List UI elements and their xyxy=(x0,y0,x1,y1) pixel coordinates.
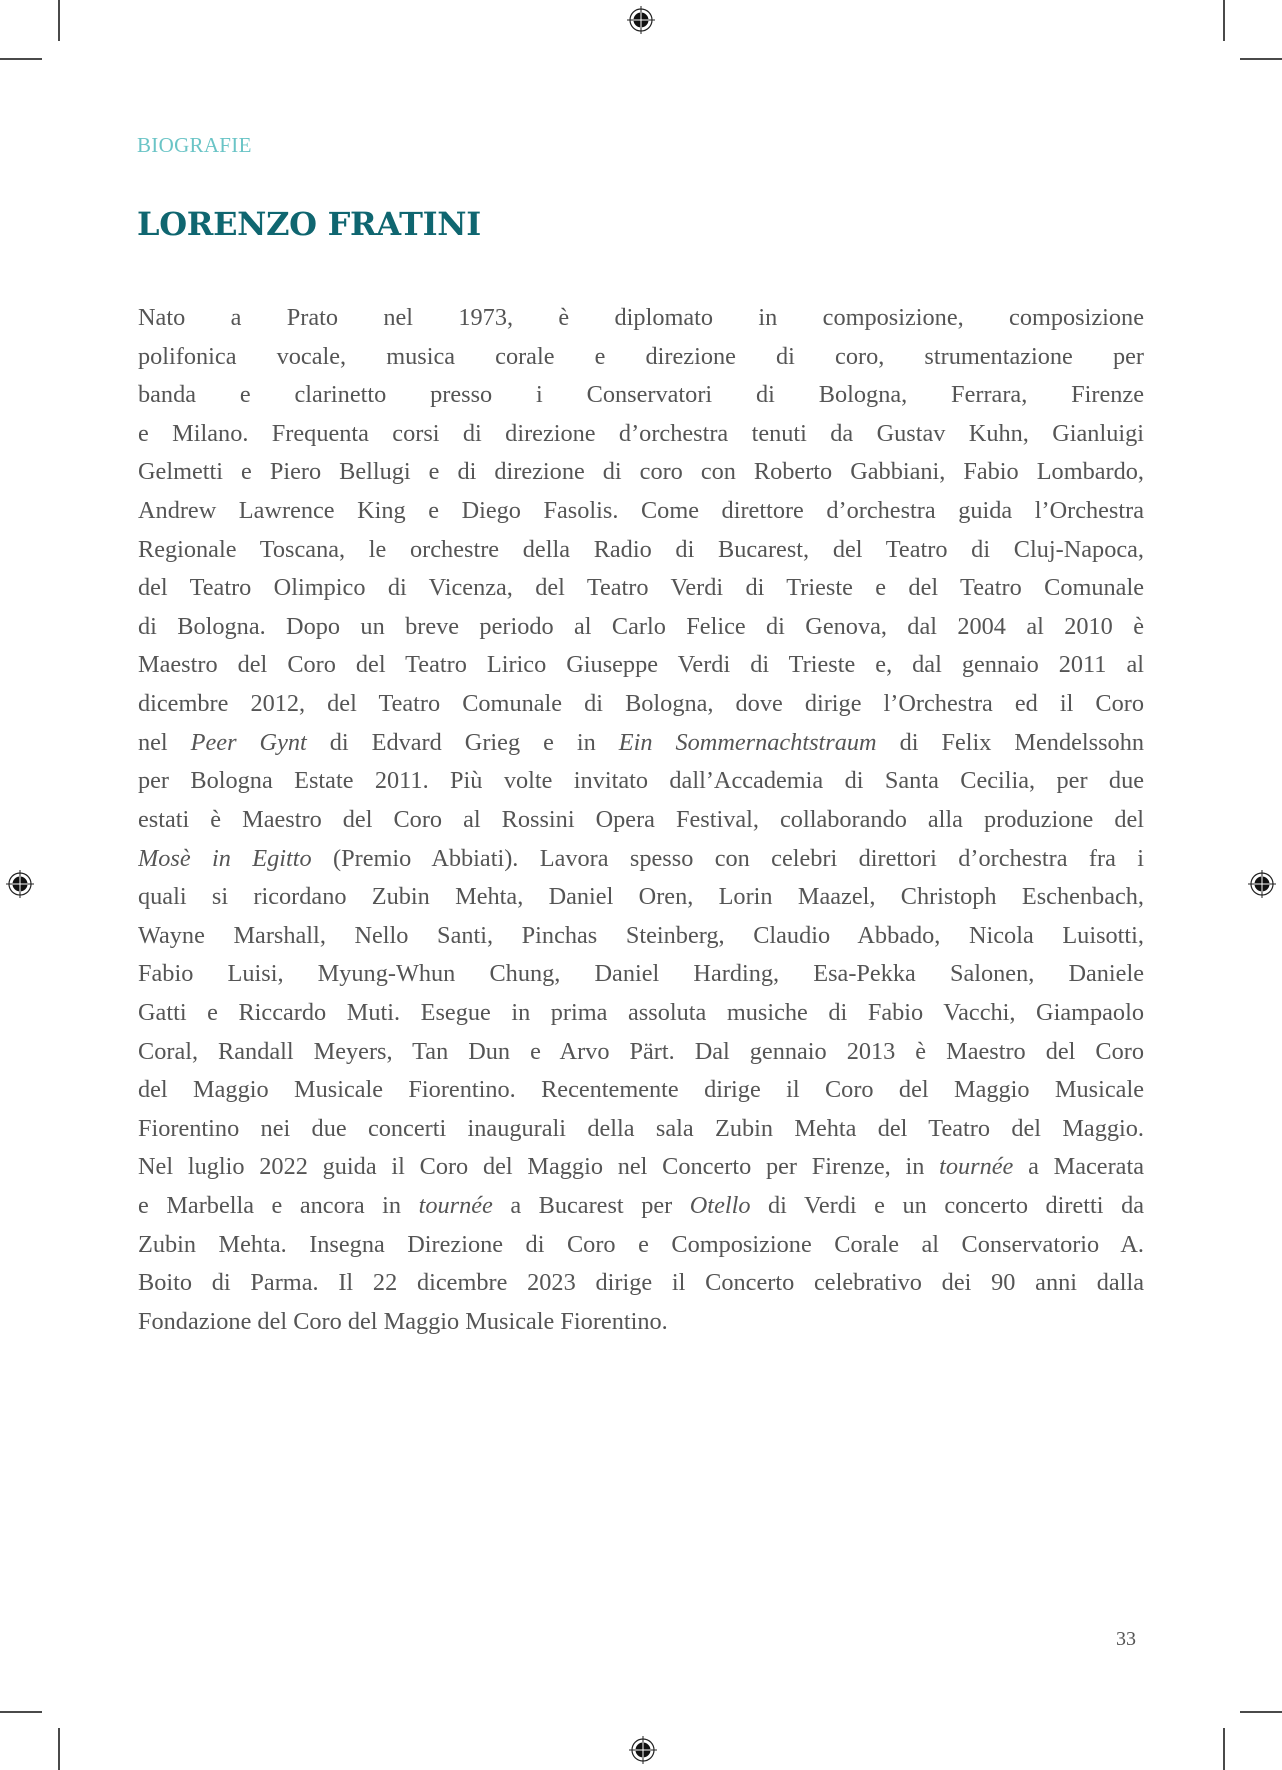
text-segment: Coral, Randall Meyers, Tan Dun e Arvo Pärt. Dal gennaio 2013 è Maestro del Coro xyxy=(138,1037,1144,1065)
text-segment: Fiorentino nei due concerti inaugurali della sala Zubin Mehta del Teatro del Maggio. xyxy=(138,1114,1144,1142)
text-segment: Regionale Toscana, le orchestre della Radio di Bucarest, del Teatro di Cluj-Napoca, xyxy=(138,535,1144,563)
text-line xyxy=(138,1264,1144,1303)
text-segment: dicembre 2012, del Teatro Comunale di Bologna, dove dirige l’Orchestra ed il Coro xyxy=(138,690,1144,718)
text-segment: del Maggio Musicale Fiorentino. Recentemente dirige il Coro del Maggio Musicale xyxy=(138,1076,1144,1104)
crop-mark-bottom-right-h xyxy=(1240,1711,1282,1713)
text-segment: di Edvard Grieg e in xyxy=(306,728,619,756)
text-segment: Gatti e Riccardo Muti. Esegue in prima assoluta musiche di Fabio Vacchi, Giampaolo xyxy=(138,998,1144,1026)
text-line xyxy=(138,994,1144,1033)
italic-title: tournée xyxy=(418,1192,493,1220)
text-line xyxy=(138,1148,1144,1187)
text-segment: Gelmetti e Piero Bellugi e di direzione di coro con Roberto Gabbiani, Fabio Lombardo, xyxy=(138,458,1144,486)
text-line xyxy=(138,801,1144,840)
text-segment: estati è Maestro del Coro al Rossini Opera Festival, collaborando alla produzione del xyxy=(138,805,1144,833)
text-segment: a Bucarest per xyxy=(492,1192,690,1220)
text-segment: Fabio Luisi, Myung-Whun Chung, Daniel Harding, Esa-Pekka Salonen, Daniele xyxy=(138,960,1144,988)
text-line xyxy=(138,917,1144,956)
text-segment: per Bologna Estate 2011. Più volte invitato dall’Accademia di Santa Cecilia, per due xyxy=(138,767,1144,795)
text-line xyxy=(138,376,1144,415)
crop-mark-top-left-v xyxy=(58,0,60,41)
page-title: LORENZO FRATINI xyxy=(137,205,481,243)
text-line xyxy=(138,1110,1144,1149)
text-segment: di Verdi e un concerto diretti da xyxy=(750,1192,1144,1220)
text-segment: Andrew Lawrence King e Diego Fasolis. Come direttore d’orchestra guida l’Orchestra xyxy=(138,497,1144,525)
text-line xyxy=(138,840,1144,879)
text-line xyxy=(138,1187,1144,1226)
page-number: 33 xyxy=(1116,1628,1136,1650)
crop-mark-bottom-left-h xyxy=(0,1711,42,1713)
crop-mark-top-right-v xyxy=(1223,0,1225,41)
text-line xyxy=(138,955,1144,994)
crop-mark-top-left-h xyxy=(0,58,42,60)
text-segment: nel xyxy=(138,728,191,756)
text-line xyxy=(138,878,1144,917)
text-line xyxy=(138,1033,1144,1072)
text-line xyxy=(138,762,1144,801)
text-segment: Zubin Mehta. Insegna Direzione di Coro e Composizione Corale al Conservatorio A. xyxy=(138,1230,1144,1258)
text-segment: Boito di Parma. Il 22 dicembre 2023 dirige il Concerto celebrativo dei 90 anni dalla xyxy=(138,1269,1144,1297)
italic-title: Ein Sommernachtstraum xyxy=(618,728,877,756)
text-line xyxy=(138,608,1144,647)
italic-title: tournée xyxy=(939,1153,1014,1181)
text-segment: e Marbella e ancora in xyxy=(138,1192,419,1220)
crop-mark-top-right-h xyxy=(1240,58,1282,60)
text-line xyxy=(138,1226,1144,1265)
text-line xyxy=(138,1071,1144,1110)
text-segment: Nato a Prato nel 1973, è diplomato in composizione, composizione xyxy=(138,304,1144,331)
registration-mark-icon xyxy=(1247,869,1277,899)
registration-mark-icon xyxy=(5,869,35,899)
text-line xyxy=(138,453,1144,492)
text-line xyxy=(138,646,1144,685)
text-segment: banda e clarinetto presso i Conservatori di Bologna, Ferrara, Firenze xyxy=(138,381,1144,409)
text-line xyxy=(138,531,1144,570)
text-segment: del Teatro Olimpico di Vicenza, del Teatro Verdi di Trieste e del Teatro Comunale xyxy=(138,574,1144,602)
text-segment: Nel luglio 2022 guida il Coro del Maggio nel Concerto per Firenze, in xyxy=(138,1153,940,1181)
text-segment: (Premio Abbiati). Lavora spesso con celebri direttori d’orchestra fra i xyxy=(311,844,1144,872)
text-segment: Wayne Marshall, Nello Santi, Pinchas Steinberg, Claudio Abbado, Nicola Luisotti, xyxy=(138,921,1144,949)
text-line xyxy=(138,492,1144,531)
text-line xyxy=(138,569,1144,608)
italic-title: Otello xyxy=(689,1192,751,1220)
italic-title: Peer Gynt xyxy=(190,728,307,756)
text-segment: e Milano. Frequenta corsi di direzione d’orchestra tenuti da Gustav Kuhn, Gianluigi xyxy=(138,419,1144,447)
text-line xyxy=(138,685,1144,724)
text-line xyxy=(138,415,1144,454)
text-segment: di Bologna. Dopo un breve periodo al Carlo Felice di Genova, dal 2004 al 2010 è xyxy=(138,612,1144,640)
text-segment: di Felix Mendelssohn xyxy=(876,728,1144,756)
text-line xyxy=(138,1303,1144,1342)
registration-mark-icon xyxy=(626,5,656,35)
text-segment: quali si ricordano Zubin Mehta, Daniel Oren, Lorin Maazel, Christoph Eschenbach, xyxy=(138,883,1144,911)
crop-mark-bottom-right-v xyxy=(1223,1728,1225,1770)
text-line xyxy=(138,338,1144,377)
text-segment: Maestro del Coro del Teatro Lirico Giuseppe Verdi di Trieste e, dal gennaio 2011 al xyxy=(138,651,1144,679)
biography-text xyxy=(138,299,1144,1341)
crop-mark-bottom-left-v xyxy=(58,1728,60,1770)
registration-mark-icon xyxy=(628,1735,658,1765)
text-line xyxy=(138,299,1144,338)
italic-title: Mosè in Egitto xyxy=(138,844,312,872)
text-segment: polifonica vocale, musica corale e direzione di coro, strumentazione per xyxy=(138,342,1144,370)
text-segment: Fondazione del Coro del Maggio Musicale Fiorentino. xyxy=(138,1307,668,1335)
text-segment: a Macerata xyxy=(1013,1153,1144,1181)
text-line xyxy=(138,724,1144,763)
section-label: BIOGRAFIE xyxy=(137,133,252,157)
